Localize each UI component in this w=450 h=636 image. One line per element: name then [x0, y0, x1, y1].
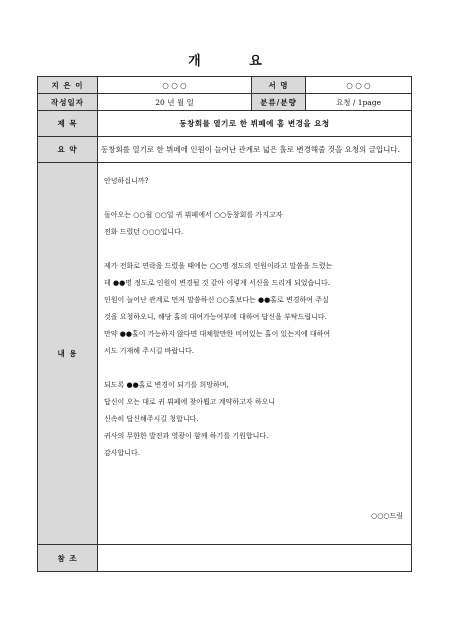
- content-line: 서도 기재해 주시길 바랍니다.: [104, 347, 195, 355]
- date-value: 20 년 월 일: [98, 94, 252, 111]
- signature-label: 서 명: [252, 77, 306, 94]
- content-line: 인원이 늘어난 관계로 먼저 말씀하신 ○○홀보다는 ●●홀로 변경하여 주실: [104, 296, 329, 304]
- page-title: 개 요: [188, 54, 284, 69]
- content-line: 신속히 답신해주시길 청합니다.: [104, 415, 199, 423]
- content-label: 내 용: [38, 163, 98, 545]
- content-line: 답신이 오는 대로 귀 뷔페에 찾아뵙고 계약하고자 하오니: [104, 398, 276, 406]
- subject-label: 제 목: [38, 111, 98, 137]
- content-line: 것을 요청하오니, 해당 홀의 대여가능여부에 대하여 답신을 부탁드립니다.: [104, 313, 327, 321]
- category-label: 분류/분량: [252, 94, 306, 111]
- content-line: 제가 전화로 연락을 드렸을 때에는 ○○명 정도의 인원이라고 말씀을 드렸는: [104, 262, 333, 270]
- author-label: 지 은 이: [38, 77, 98, 94]
- content-line: 감사합니다.: [104, 449, 141, 457]
- content-line: 전화 드렸던 ○○○입니다.: [104, 228, 184, 236]
- reference-label: 참 조: [38, 545, 98, 572]
- content-line: 안녕하십니까?: [104, 177, 149, 185]
- summary-form-table: [37, 76, 412, 572]
- content-body: [98, 163, 412, 545]
- reference-value: [98, 545, 412, 572]
- summary-value: 동창회를 열기로 한 뷔페에 인원이 늘어난 관계로 넓은 홀로 변경해줄 것을 요청의 글입니다.: [98, 137, 412, 163]
- author-value: ○ ○ ○: [98, 77, 252, 94]
- category-value: 요청 / 1page: [306, 94, 412, 111]
- signature-value: ○ ○ ○: [306, 77, 412, 94]
- content-line: 귀사의 무한한 발전과 영광이 함께 하기를 기원합니다.: [104, 432, 269, 440]
- date-label: 작성일자: [38, 94, 98, 111]
- content-line: 돌아오는 ○○월 ○○일 귀 뷔페에서 ○○동창회를 가지고자: [104, 211, 283, 219]
- summary-label: 요 약: [38, 137, 98, 163]
- content-line: 만약 ●●홀이 가능하지 않다면 대체할만한 비어있는 홀이 있는지에 대하여: [104, 330, 331, 338]
- subject-value: 동창회를 열기로 한 뷔페에 홈 변경을 요청: [98, 111, 412, 137]
- content-line: 되도록 ●●홀로 변경이 되기를 희망하며,: [104, 381, 229, 389]
- content-line: 데 ●●명 정도로 인원이 변경될 것 같아 이렇게 서신을 드리게 되었습니다.: [104, 279, 331, 287]
- signature-line: ○○○드림: [371, 512, 403, 520]
